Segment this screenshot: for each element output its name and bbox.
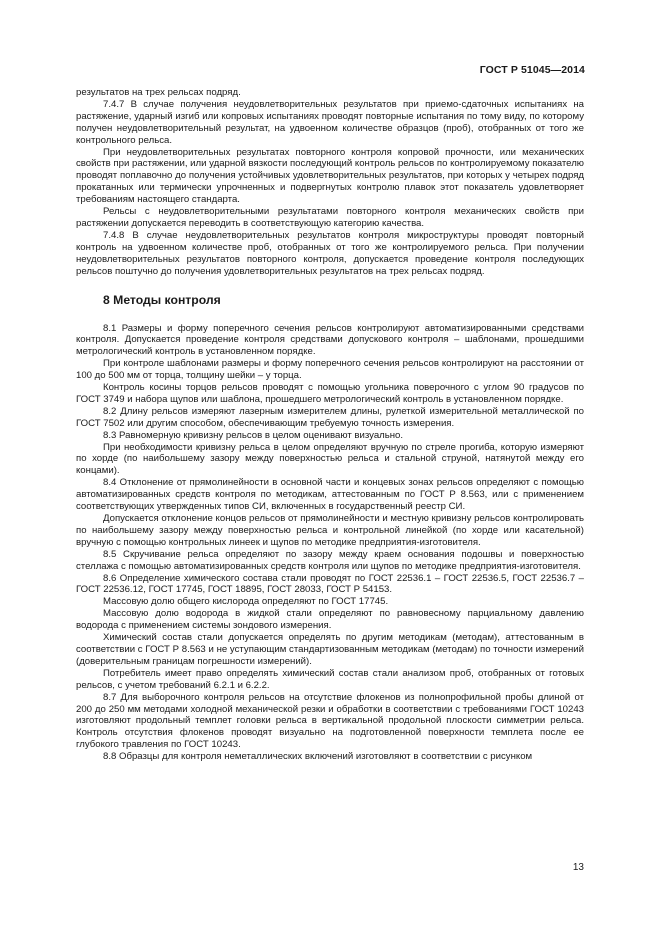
paragraph: Потребитель имеет право определять химический состав стали анализом проб, отобранных от готовых рельсов, с учетом требований 6.2.1 и 6.2.2.	[76, 667, 584, 691]
paragraph: Контроль косины торцов рельсов проводят с помощью угольника поверочного с углом 90 градусов по ГОСТ 3749 и набора щупов или шаблона, прошедшего метрологический контроль в установленном порядке.	[76, 382, 584, 405]
paragraph: 8.5 Скручивание рельса определяют по зазору между краем основания подошвы и поверхностью стеллажа с помощью автоматизированных средств контроля или щупов по методике предприятия-изготовителя.	[76, 548, 584, 572]
paragraph: При необходимости кривизну рельса в целом определяют вручную по стреле прогиба, которую измеряют по хорде (по наибольшему зазору между поверхностью рельса и стальной струной, натянутой между его концами).	[76, 441, 584, 477]
paragraph: 8.4 Отклонение от прямолинейности в основной части и концевых зонах рельсов определяют с помощью автоматизированных средств контроля по методикам, аттестованным по ГОСТ Р 8.563, или с применением соответствующих утвержденных типов СИ, включенных в государственный реестр СИ.	[76, 477, 584, 513]
paragraph: При контроле шаблонами размеры и форму поперечного сечения рельсов контролируют на расстоянии от 100 до 500 мм от торца, толщину шейки – у торца.	[76, 358, 584, 382]
paragraph: Химический состав стали допускается определять по другим методикам (методам), аттестованным в соответствии с ГОСТ Р 8.563 и не уступающим стандартизованным методикам (методам) по точности измерений (доверительным границам погрешности измерений).	[76, 632, 584, 667]
paragraph: 7.4.7 В случае получения неудовлетворительных результатов при приемо-сдаточных испытаниях на растяжение, ударный изгиб или копровых испытаниях проводят повторные испытания по тому виду, по которому получен неудовлетворительный результат, на удвоенном количестве образцов (проб), отобранных от того же контрольного рельса.	[76, 98, 584, 146]
paragraph: 8.7 Для выборочного контроля рельсов на отсутствие флокенов из полнопрофильной пробы длиной от 200 до 250 мм методами холодной механической резки и обработки в соответствии с требованиями ГОСТ 10243 изготовляют продольный темплет головки рельса в вертикальной продольной плоскости симметрии рельса. Контроль отсутствия флокенов проводят визуально на подготовленной поверхности темплета после ее глубокого травления по ГОСТ 10243.	[76, 691, 584, 751]
paragraph: результатов на трех рельсах подряд.	[76, 87, 241, 98]
paragraph: При неудовлетворительных результатах повторного контроля копровой прочности, или механических свойств при растяжении, или ударной вязкости последующий контроль рельсов по контролируемому показателю проводят поплавочно до получения устойчивых удовлетворительных результатов, при которых у четырех подряд прокатанных или термически упрочненных и подвергнутых контролю плавок этот показатель удовлетворяет требованиям настоящего стандарта.	[76, 146, 584, 206]
section-title: 8 Методы контроля	[103, 292, 221, 307]
paragraph: Допускается отклонение концов рельсов от прямолинейности и местную кривизну рельсов контролировать по наибольшему зазору между поверхностью рельса и контрольной линейкой (по хорде или касательной) вручную с помощью контрольных линеек и щупов по методике предприятия-изготовителя.	[76, 513, 584, 548]
standard-header: ГОСТ Р 51045—2014	[479, 64, 585, 76]
paragraph: 8.1 Размеры и форму поперечного сечения рельсов контролируют автоматизированными средствами контроля. Допускается проведение контроля средствами допускового контроля – шаблонами, прошедшими метрологический контроль в установленном порядке.	[76, 322, 584, 358]
paragraph: Массовую долю общего кислорода определяют по ГОСТ 17745.	[103, 596, 389, 608]
page-number: 13	[572, 862, 584, 873]
paragraph: 8.8 Образцы для контроля неметаллических включений изготовляют в соответствии с рисунком	[103, 751, 533, 763]
paragraph: Массовую долю водорода в жидкой стали определяют по равновесному парциальному давлению водорода с применением системы зондового измерения.	[76, 608, 584, 632]
paragraph: 8.2 Длину рельсов измеряют лазерным измерителем длины, рулеткой измерительной металлической по ГОСТ 7502 или другим способом, обеспечивающим требуемую точность измерения.	[76, 405, 584, 429]
paragraph: 7.4.8 В случае неудовлетворительных результатов контроля микроструктуры проводят повторный контроль на удвоенном количестве проб, отобранных от того же контролируемого рельса. При получении неудовлетворительных результатов повторного контроля, допускается проведение контроля последующих рельсов поштучно до получения удовлетворительных результатов на трех рельсах подряд.	[76, 229, 584, 277]
paragraph: 8.6 Определение химического состава стали проводят по ГОСТ 22536.1 – ГОСТ 22536.5, ГОСТ 22536.7 – ГОСТ 22536.12, ГОСТ 17745, ГОСТ 18895, ГОСТ 28033, ГОСТ Р 54153.	[76, 572, 584, 596]
paragraph: Рельсы с неудовлетворительными результатами повторного контроля механических свойств при растяжении допускается переводить в соответствующую категорию качества.	[76, 206, 584, 229]
paragraph: 8.3 Равномерную кривизну рельсов в целом оценивают визуально.	[103, 429, 404, 441]
document-body	[76, 87, 584, 763]
